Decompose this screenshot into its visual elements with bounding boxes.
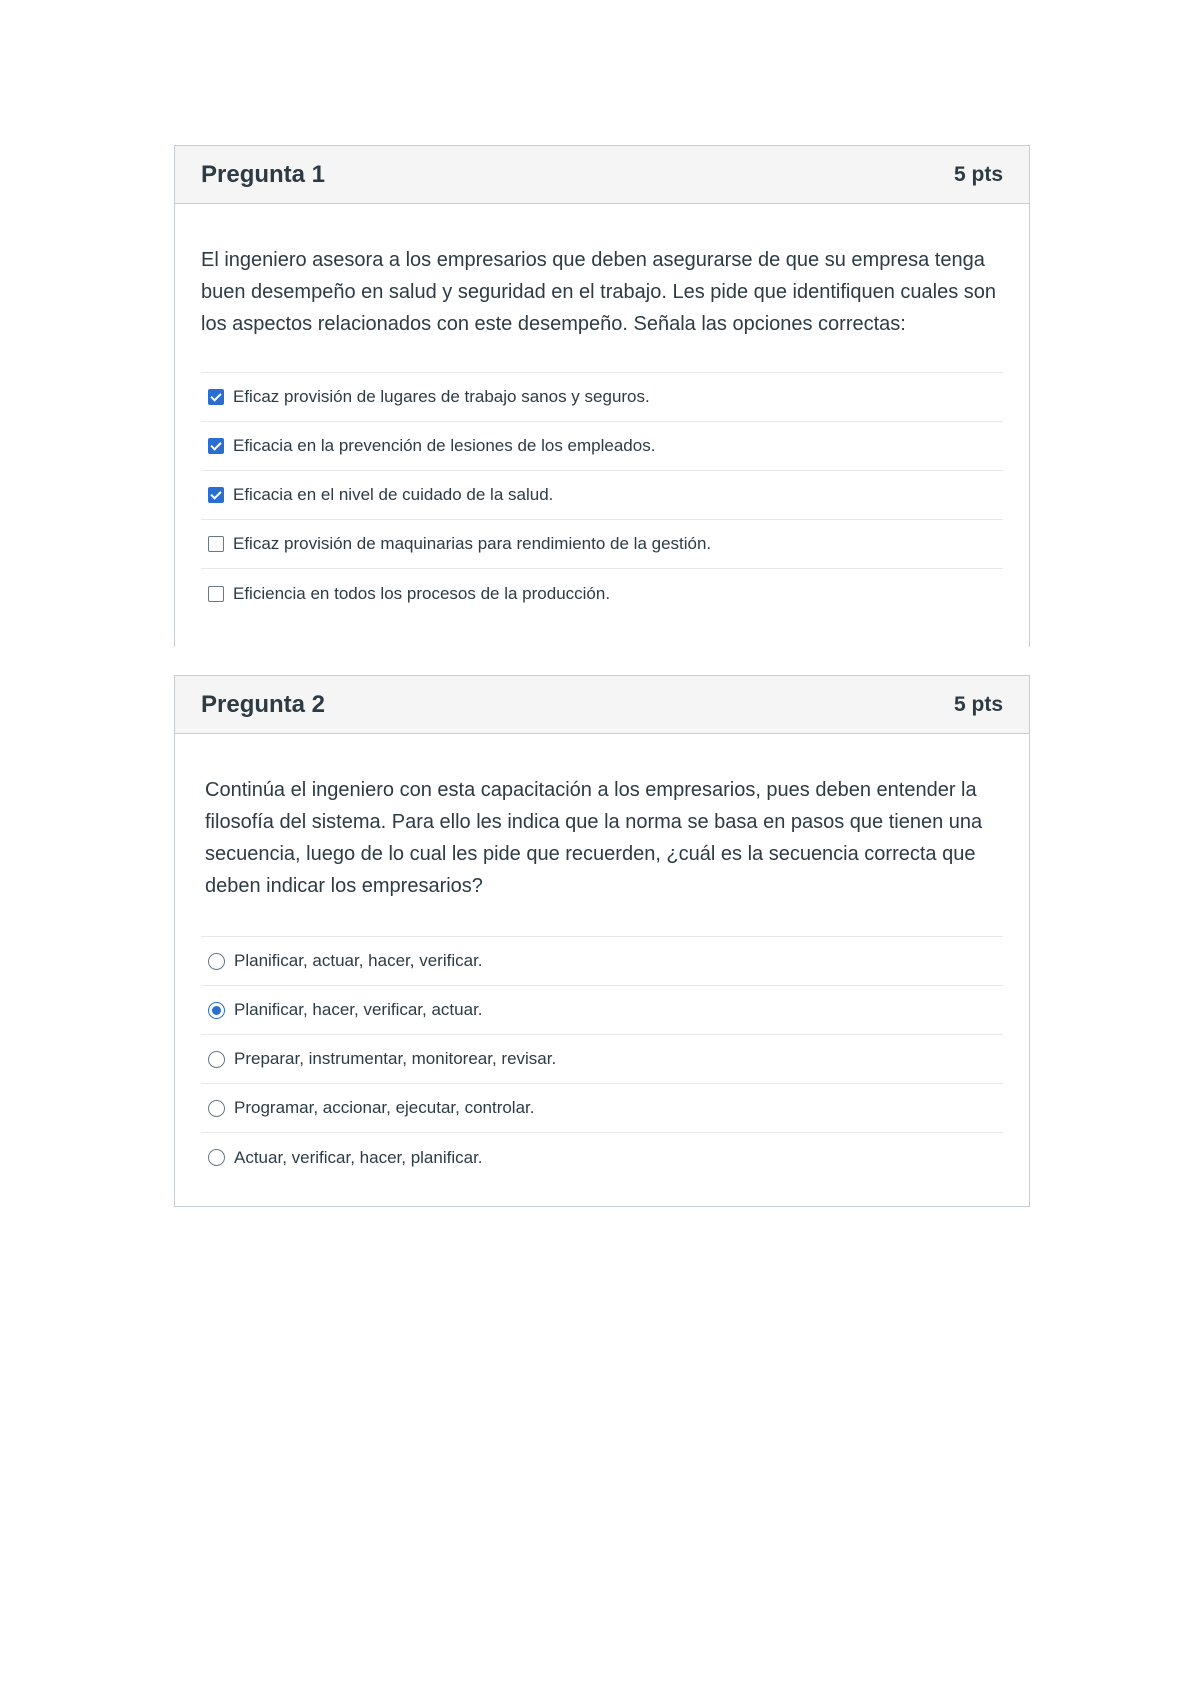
question-points: 5 pts [953, 162, 1003, 186]
answer-option[interactable] [201, 422, 1003, 471]
question-points: 5 pts [953, 692, 1003, 716]
answer-option[interactable] [201, 986, 1003, 1035]
answer-option[interactable] [201, 520, 1003, 569]
radio-selected-icon[interactable] [208, 1002, 225, 1019]
answer-label: Eficacia en el nivel de cuidado de la salud. [233, 485, 554, 504]
question-body [175, 244, 1029, 618]
answer-option[interactable] [201, 1133, 1003, 1182]
radio-icon[interactable] [208, 1149, 225, 1166]
answer-option[interactable] [201, 1035, 1003, 1084]
answer-option[interactable] [201, 937, 1003, 986]
question-text: El ingeniero asesora a los empresarios que deben asegurarse de que su empresa tenga buen desempeño en salud y seguridad en el trabajo. Les pide que identifiquen cuales son los aspectos relacionados con este desempeño. Señala las opciones correctas: [201, 249, 997, 335]
question-header [175, 146, 1029, 204]
checkbox-checked-icon[interactable] [208, 438, 224, 454]
question-card-1 [174, 145, 1030, 647]
radio-icon[interactable] [208, 953, 225, 970]
answer-option[interactable] [201, 1084, 1003, 1133]
answer-option[interactable] [201, 373, 1003, 422]
checkbox-icon[interactable] [208, 536, 224, 552]
question-header [175, 676, 1029, 734]
answer-label: Eficacia en la prevención de lesiones de los empleados. [233, 436, 656, 455]
checkbox-checked-icon[interactable] [208, 389, 224, 405]
answer-label: Planificar, actuar, hacer, verificar. [234, 951, 483, 970]
answer-label: Planificar, hacer, verificar, actuar. [234, 1000, 483, 1019]
question-title: Pregunta 1 [201, 160, 326, 188]
answer-label: Preparar, instrumentar, monitorear, revisar. [234, 1049, 557, 1068]
answer-label: Programar, accionar, ejecutar, controlar. [234, 1098, 535, 1117]
answer-list [201, 936, 1003, 1182]
question-title: Pregunta 2 [201, 690, 326, 718]
answer-list [201, 372, 1003, 618]
answer-label: Actuar, verificar, hacer, planificar. [234, 1147, 483, 1167]
answer-label: Eficiencia en todos los procesos de la producción. [233, 583, 611, 603]
answer-option[interactable] [201, 471, 1003, 520]
radio-icon[interactable] [208, 1051, 225, 1068]
answer-label: Eficaz provisión de lugares de trabajo sanos y seguros. [233, 387, 650, 406]
answer-label: Eficaz provisión de maquinarias para rendimiento de la gestión. [233, 534, 712, 553]
radio-icon[interactable] [208, 1100, 225, 1117]
question-text: Continúa el ingeniero con esta capacitación a los empresarios, pues deben entender la filosofía del sistema. Para ello les indica que la norma se basa en pasos que tienen una secuencia, luego de lo cual les pide que recuerden, ¿cuál es la secuencia correcta que deben indicar los empresarios? [205, 779, 983, 897]
checkbox-icon[interactable] [208, 586, 224, 602]
question-card-2 [174, 675, 1030, 1207]
question-body [175, 774, 1029, 1182]
answer-option[interactable] [201, 569, 1003, 618]
checkbox-checked-icon[interactable] [208, 487, 224, 503]
